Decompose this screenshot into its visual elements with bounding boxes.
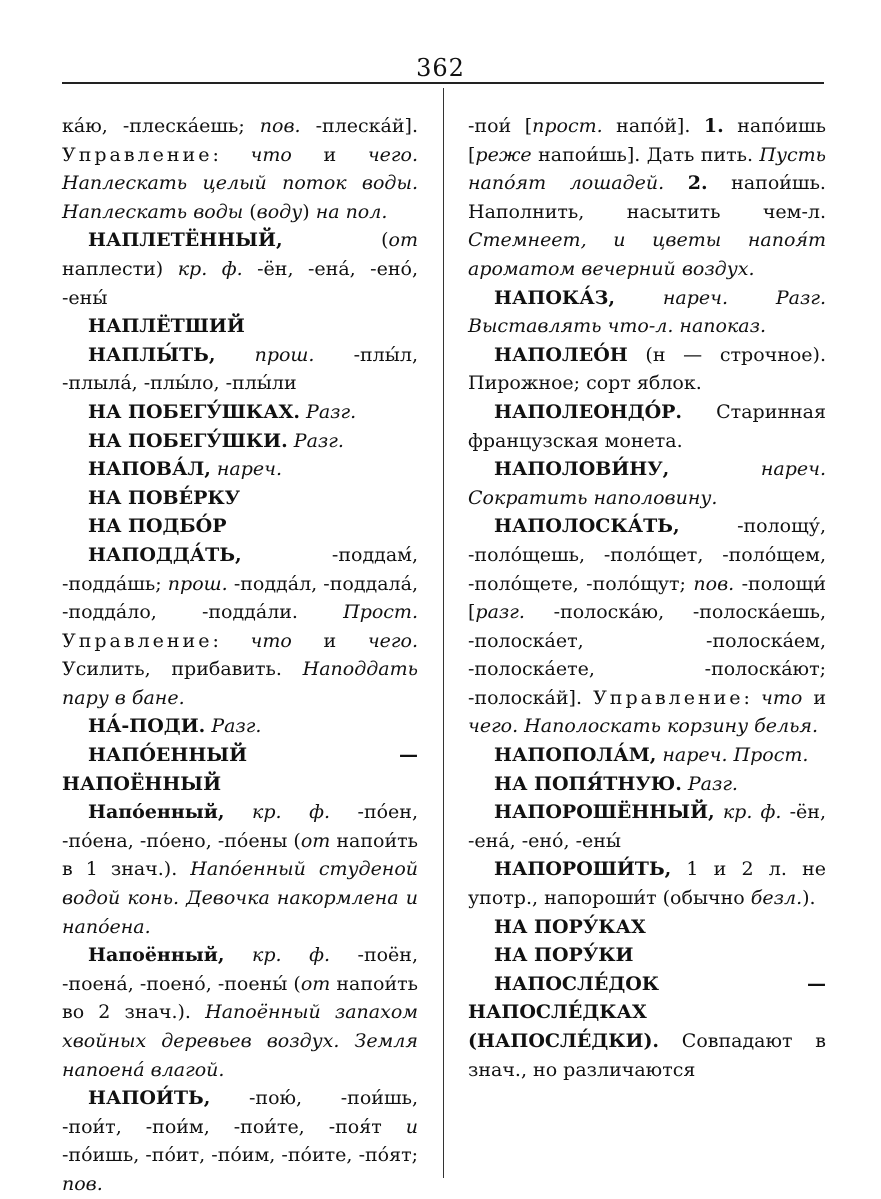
dictionary-entry bbox=[62, 398, 418, 427]
entry-italic-text: нареч. Сократить наполовину. bbox=[468, 458, 826, 509]
entry-label-management: Управление bbox=[62, 143, 213, 166]
entry-text: напои́шь. Наполнить, насытить чем-л. bbox=[468, 172, 826, 223]
dictionary-entry bbox=[468, 770, 826, 799]
entry-headword: НАПОДДА́ТЬ, bbox=[88, 543, 242, 566]
entry-headword: НАПОЛОВИ́НУ, bbox=[494, 458, 670, 481]
entry-headword: Напо́енный, bbox=[88, 801, 225, 824]
entry-text: -плеска́й]. bbox=[300, 115, 418, 137]
entry-text: ). bbox=[802, 887, 816, 910]
entry-text: Старинная французская монета. bbox=[468, 400, 826, 452]
entry-italic-text: что bbox=[250, 629, 292, 652]
page-number: 362 bbox=[416, 54, 465, 82]
entry-headword: НАПОЛОСКА́ТЬ, bbox=[494, 515, 680, 538]
entry-text: ка́ю, -плеска́ешь; bbox=[62, 115, 260, 137]
entry-italic-text: Разг. bbox=[293, 429, 344, 452]
entry-text: -пои́ [ bbox=[468, 115, 533, 137]
entry-text bbox=[225, 801, 253, 823]
entry-label-management: Управление bbox=[593, 686, 744, 709]
dictionary-entry bbox=[62, 541, 418, 713]
entry-italic-text: нареч. Разг. Выставлять что-л. напоказ. bbox=[468, 286, 826, 338]
dictionary-entry bbox=[468, 798, 826, 855]
entry-italic-text: кр. ф. bbox=[177, 257, 243, 280]
dictionary-entry bbox=[62, 312, 418, 341]
entry-italic-text: прост. bbox=[532, 115, 603, 137]
entry-text: наплести) bbox=[62, 257, 178, 280]
entry-headword: НАПОВА́Л, bbox=[88, 458, 211, 481]
entry-italic-text: кр. ф. bbox=[722, 801, 782, 824]
dictionary-entry bbox=[62, 741, 418, 798]
dictionary-entry bbox=[468, 855, 826, 912]
entry-italic-text: пов. bbox=[259, 115, 301, 137]
entry-italic-text: Разг. bbox=[687, 772, 738, 795]
dictionary-entry bbox=[468, 284, 826, 341]
header-rule bbox=[62, 82, 824, 84]
entry-headword: НАПОРОШИ́ТЬ, bbox=[494, 858, 672, 881]
entry-text bbox=[615, 287, 663, 309]
entry-headword: 1. bbox=[703, 115, 724, 137]
entry-text: напо́й]. bbox=[602, 115, 704, 137]
entry-headword: НА ПОДБО́Р bbox=[88, 515, 227, 538]
entry-text: и bbox=[802, 686, 827, 709]
entry-italic-text: Прост. bbox=[343, 601, 418, 624]
entry-text: напои́ть во 2 знач.). bbox=[62, 972, 418, 1024]
entry-headword: НА ПОРУ́КИ bbox=[494, 944, 634, 967]
entry-headword: НАПОЛЕО́Н bbox=[494, 343, 628, 366]
dictionary-entry bbox=[62, 712, 418, 741]
dictionary-entry bbox=[62, 1084, 418, 1198]
entry-headword: НА ПОПЯ́ТНУЮ. bbox=[494, 772, 682, 795]
entry-text: и bbox=[291, 143, 368, 166]
entry-text: ( bbox=[282, 229, 389, 252]
entry-italic-text: пов. bbox=[693, 572, 735, 595]
entry-italic-text: что bbox=[250, 143, 292, 166]
entry-text bbox=[215, 344, 254, 366]
dictionary-entry bbox=[468, 341, 826, 398]
entry-headword: НАПОКА́З, bbox=[494, 286, 615, 309]
entry-headword: НАПЛЕТЁННЫЙ, bbox=[88, 229, 283, 252]
entry-italic-text: Наподдать пару в бане. bbox=[62, 658, 418, 709]
entry-text: -пою́, -пои́шь, -пои́т, -пои́м, -пои́те, -поя́т bbox=[62, 1087, 418, 1138]
entry-text: ( bbox=[243, 200, 257, 223]
entry-italic-text: Напо́енный студеной водой конь. Девочка накормлена и напо́ена. bbox=[62, 858, 419, 938]
entry-headword: 2. bbox=[687, 172, 708, 195]
entry-italic-text: нареч. bbox=[216, 458, 283, 481]
dictionary-entry bbox=[468, 512, 826, 741]
entry-italic-text: Напоённый запахом хвойных деревьев воздух. Земля напоена́ влагой. bbox=[62, 1001, 419, 1081]
entry-text: напои́шь]. Дать пить. bbox=[531, 143, 760, 166]
entry-headword: НАПОИ́ТЬ, bbox=[88, 1087, 211, 1110]
column-divider bbox=[443, 88, 444, 1178]
entry-text: напои́ть в 1 знач.). bbox=[62, 829, 418, 881]
dictionary-entry bbox=[468, 970, 826, 1084]
entry-italic-text: Стемнеет, и цветы напоя́т ароматом вечерний воздух. bbox=[468, 229, 826, 280]
dictionary-entry bbox=[62, 512, 418, 541]
entry-text: (н — строчное). Пирожное; сорт яблок. bbox=[468, 343, 826, 395]
entry-italic-text: Разг. bbox=[306, 400, 357, 423]
left-column bbox=[62, 112, 418, 1199]
dictionary-entry bbox=[62, 427, 418, 456]
entry-text bbox=[715, 801, 723, 823]
entry-text: -ён, -ена́, -ено́, -ены́ bbox=[62, 257, 418, 309]
entry-text bbox=[669, 458, 761, 480]
entry-text: -по́ишь, -по́ит, -по́им, -по́ите, -по́ят; bbox=[62, 1144, 418, 1167]
entry-text: : bbox=[743, 686, 761, 709]
entry-italic-text: кр. ф. bbox=[252, 801, 331, 824]
dictionary-entry bbox=[62, 455, 418, 484]
entry-italic-text: кр. ф. bbox=[252, 944, 331, 967]
entry-headword: НА́-ПОДИ. bbox=[88, 715, 206, 738]
entry-text: -поддам́, -подда́шь; bbox=[62, 543, 418, 595]
entry-headword: НАПЛЫ́ТЬ, bbox=[88, 343, 216, 366]
dictionary-entry bbox=[468, 941, 826, 970]
entry-italic-text: разг. bbox=[475, 601, 525, 624]
dictionary-entry bbox=[62, 341, 418, 398]
dictionary-entry bbox=[468, 112, 826, 284]
entry-italic-text: чего. Наполоскать корзину белья. bbox=[468, 715, 819, 738]
entry-headword: НАПЛЁТШИЙ bbox=[88, 315, 245, 338]
entry-text: -плы́л, -плыла́, -плы́ло, -плы́ли bbox=[62, 343, 418, 395]
entry-italic-text: чего. Наплескать целый поток воды. Наплескать воды bbox=[62, 143, 418, 223]
entry-headword: НА ПОВЕ́РКУ bbox=[88, 486, 241, 509]
entry-italic-text: что bbox=[761, 686, 803, 709]
dictionary-entry bbox=[468, 398, 826, 455]
entry-text: -ён, -ена́, -ено́, -ены́ bbox=[468, 801, 826, 852]
entry-text: -полоска́ю, -полоска́ешь, -полоска́ет, -полоска́ем, -полоска́ете, -полоска́ют; -полоска́й]. bbox=[468, 601, 826, 709]
entry-text: ) bbox=[302, 200, 316, 223]
entry-text: : bbox=[212, 629, 251, 652]
entry-headword: НАПОЛЕОНДО́Р. bbox=[494, 400, 683, 423]
entry-italic-text: реже bbox=[475, 143, 532, 166]
entry-headword: НАПО́ЕННЫЙ — НАПОЁННЫЙ bbox=[62, 744, 418, 795]
entry-italic-text: от bbox=[388, 229, 418, 252]
dictionary-entry bbox=[468, 741, 826, 770]
entry-italic-text: Пусть напо́ят лошадей. bbox=[468, 143, 826, 195]
entry-text: -полощу́, -поло́щешь, -поло́щет, -поло́щем, -поло́щете, -поло́щут; bbox=[468, 515, 826, 595]
entry-headword: НАПОРОШЁННЫЙ, bbox=[494, 801, 715, 824]
entry-headword: НАПОПОЛА́М, bbox=[494, 744, 657, 767]
entry-headword: НА ПОРУ́КАХ bbox=[494, 915, 646, 938]
entry-italic-text: пов. bbox=[62, 1172, 103, 1195]
entry-text: -полощи́ [ bbox=[468, 572, 826, 624]
entry-text: -поён, -поена́, -поено́, -поены́ ( bbox=[62, 944, 419, 995]
entry-italic-text: воду bbox=[256, 200, 303, 223]
entry-italic-text: безл. bbox=[750, 887, 803, 910]
entry-text: 1 и 2 л. не употр., напороши́т (обычно bbox=[468, 858, 826, 910]
dictionary-entry bbox=[62, 798, 418, 941]
entry-italic-text: на пол. bbox=[315, 200, 388, 223]
dictionary-entry bbox=[468, 455, 826, 512]
entry-italic-text: прош. bbox=[167, 572, 228, 595]
entry-headword: НАПОСЛЕ́ДОК — НАПОСЛЕ́ДКАХ (НАПОСЛЕ́ДКИ). bbox=[468, 972, 826, 1052]
entry-italic-text: от bbox=[300, 972, 331, 995]
dictionary-entry bbox=[468, 913, 826, 942]
entry-text: -по́ен, -по́ена, -по́ено, -по́ены ( bbox=[62, 801, 419, 852]
dictionary-entry bbox=[62, 112, 418, 226]
dictionary-entry bbox=[62, 941, 418, 1084]
entry-headword: НА ПОБЕГУ́ШКАХ. bbox=[88, 400, 300, 423]
entry-italic-text: Разг. bbox=[211, 715, 262, 738]
entry-italic-text: от bbox=[300, 829, 331, 852]
entry-text bbox=[225, 944, 253, 966]
entry-text bbox=[664, 172, 688, 194]
entry-text: напо́ишь [ bbox=[468, 115, 826, 166]
entry-italic-text: нареч. Прост. bbox=[662, 744, 809, 767]
entry-headword: НА ПОБЕГУ́ШКИ. bbox=[88, 429, 288, 452]
entry-text: Усилить, прибавить. bbox=[62, 658, 303, 681]
entry-text: и bbox=[291, 629, 368, 652]
entry-italic-text: чего. bbox=[367, 629, 418, 652]
right-column bbox=[468, 112, 826, 1084]
dictionary-entry bbox=[62, 484, 418, 513]
entry-italic-text: прош. bbox=[254, 343, 315, 366]
entry-headword: Напоённый, bbox=[88, 944, 225, 967]
entry-text: Совпадают в знач., но различаются bbox=[468, 1030, 826, 1081]
entry-text: : bbox=[212, 143, 251, 166]
entry-text: -подда́л, -поддала́, -подда́ло, -подда́ли. bbox=[62, 572, 418, 624]
dictionary-entry bbox=[62, 226, 418, 312]
entry-italic-text: и bbox=[405, 1115, 418, 1138]
entry-label-management: Управление bbox=[62, 629, 213, 652]
